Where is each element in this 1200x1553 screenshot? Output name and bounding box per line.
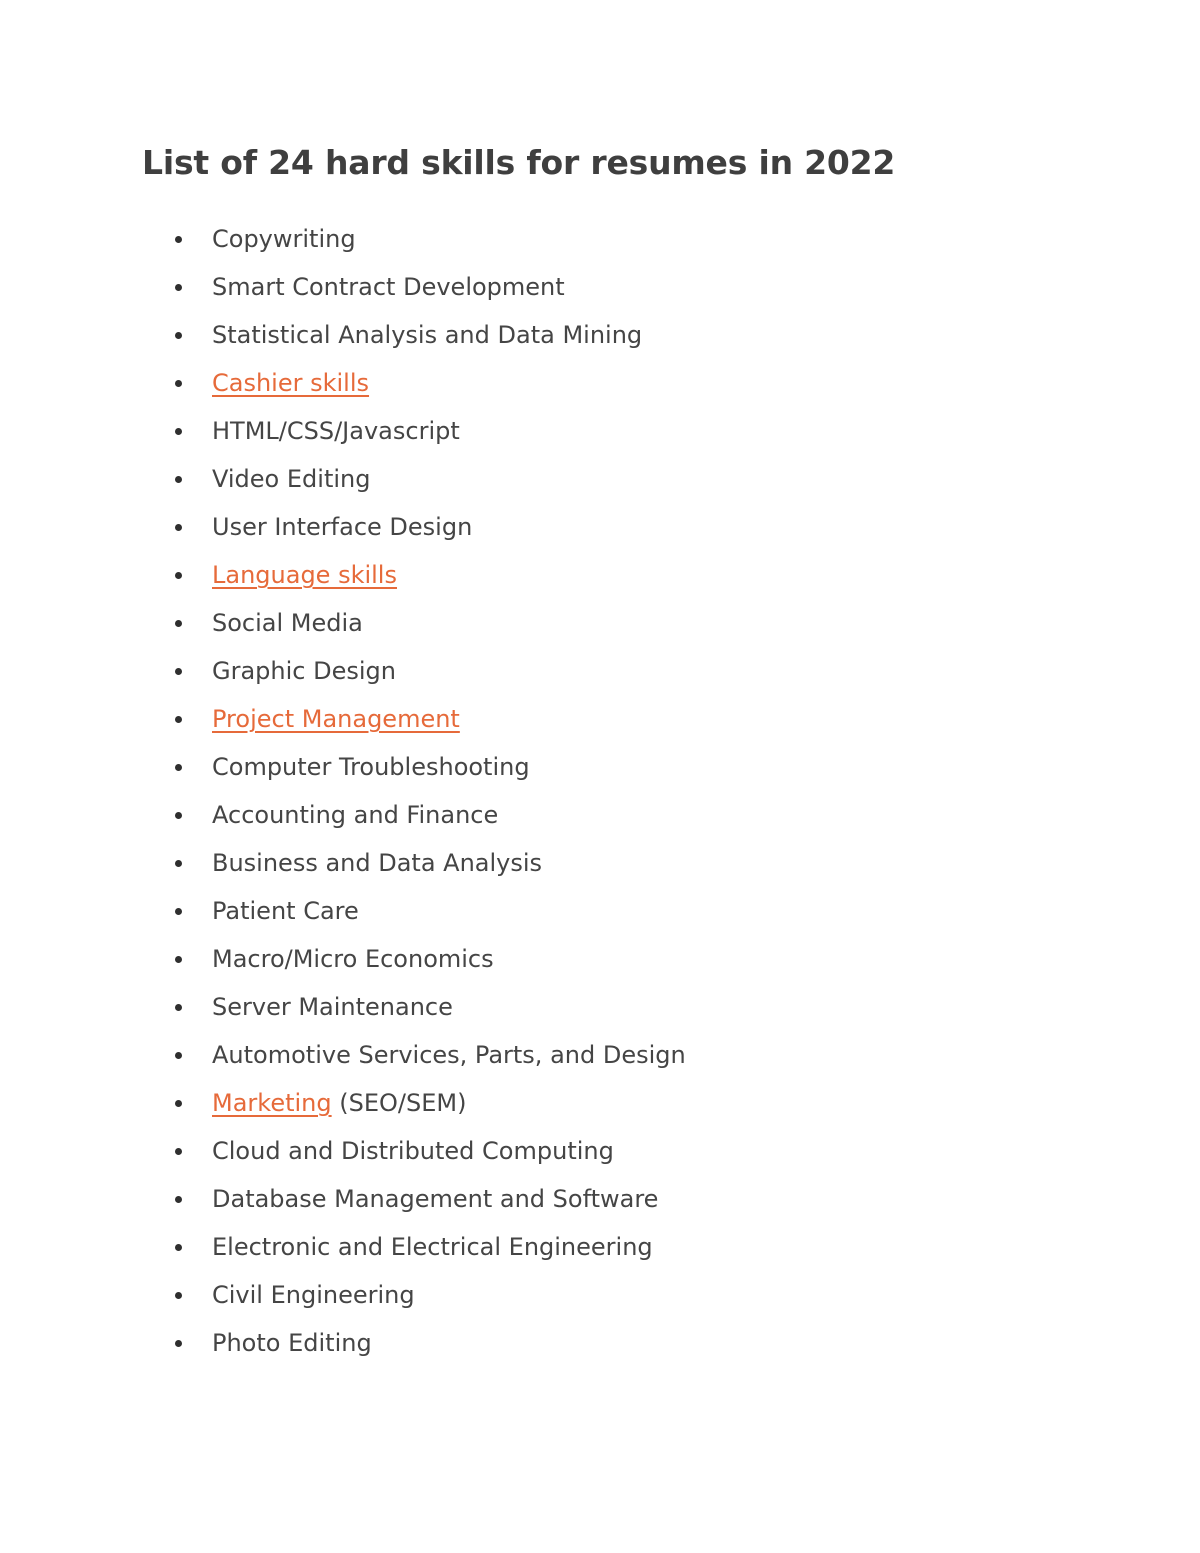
bullet-icon [175,620,182,627]
language-skills-link[interactable]: Language skills [212,561,397,589]
skill-label: User Interface Design [212,513,473,541]
bullet-icon [175,668,182,675]
bullet-icon [175,428,182,435]
skill-label: Video Editing [212,465,371,493]
skill-label: Civil Engineering [212,1281,415,1309]
bullet-icon [175,1340,182,1347]
skill-label: Business and Data Analysis [212,849,543,877]
skill-label: Social Media [212,609,363,637]
skill-label: Server Maintenance [212,993,453,1021]
skill-label: Macro/Micro Economics [212,945,494,973]
bullet-icon [175,860,182,867]
bullet-icon [175,764,182,771]
bullet-icon [175,1100,182,1107]
skill-label: Computer Troubleshooting [212,753,530,781]
skill-label: Database Management and Software [212,1185,659,1213]
skill-entry [212,559,397,591]
bullet-icon [175,1196,182,1203]
skill-label: Cloud and Distributed Computing [212,1137,614,1165]
skill-label: Statistical Analysis and Data Mining [212,321,643,349]
skill-label: Electronic and Electrical Engineering [212,1233,653,1261]
skill-entry [212,1087,466,1119]
bullet-icon [175,1052,182,1059]
bullet-icon [175,812,182,819]
skill-label: Automotive Services, Parts, and Design [212,1041,686,1069]
bullet-icon [175,716,182,723]
bullet-icon [175,380,182,387]
cashier-skills-link[interactable]: Cashier skills [212,369,370,397]
bullet-icon [175,1292,182,1299]
skill-label: Photo Editing [212,1329,372,1357]
bullet-icon [175,1004,182,1011]
bullet-icon [175,524,182,531]
bullet-icon [175,1148,182,1155]
bullet-icon [175,1244,182,1251]
skill-label: Accounting and Finance [212,801,499,829]
bullet-icon [175,956,182,963]
bullet-icon [175,284,182,291]
page-title: List of 24 hard skills for resumes in 2022 [142,143,896,182]
skill-entry [212,703,460,735]
project-management-link[interactable]: Project Management [212,705,460,733]
bullet-icon [175,572,182,579]
skill-label: Graphic Design [212,657,396,685]
marketing-link[interactable]: Marketing [212,1089,332,1117]
bullet-icon [175,476,182,483]
bullet-icon [175,908,182,915]
bullet-icon [175,236,182,243]
skill-label: Copywriting [212,225,356,253]
skill-label: HTML/CSS/Javascript [212,417,460,445]
skill-label: Patient Care [212,897,359,925]
marketing-suffix: (SEO/SEM) [331,1089,467,1117]
skill-entry [212,367,369,399]
skill-label: Smart Contract Development [212,273,565,301]
bullet-icon [175,332,182,339]
